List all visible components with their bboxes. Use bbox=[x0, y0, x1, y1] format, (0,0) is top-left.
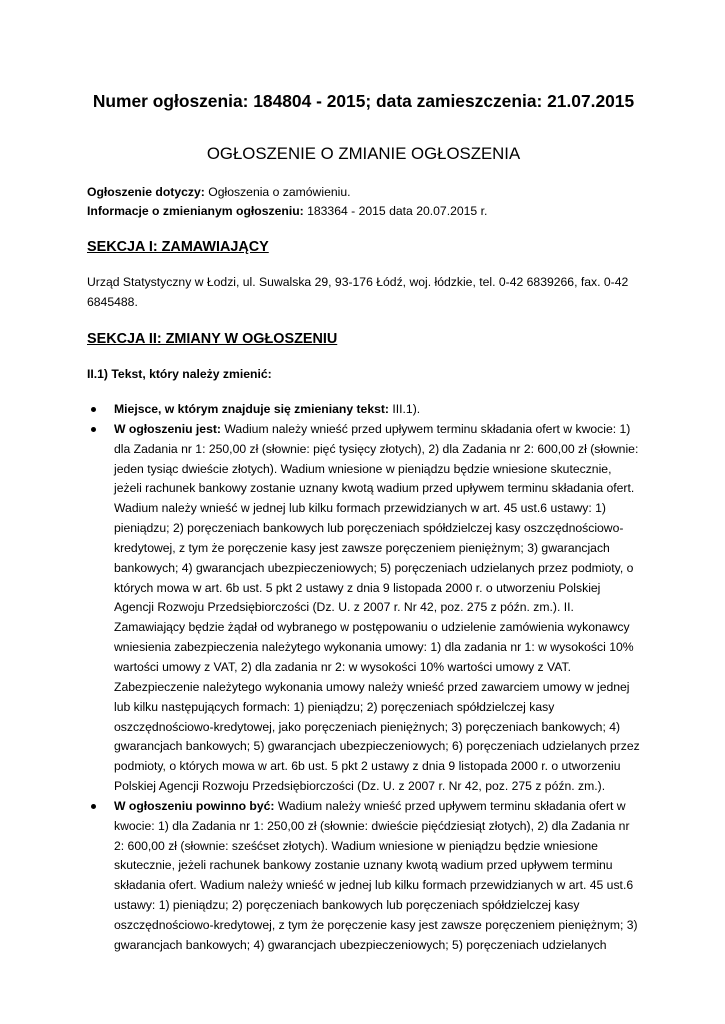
announcement-type-title: OGŁOSZENIE O ZMIANIE OGŁOSZENIA bbox=[206, 144, 521, 163]
list-item-text: Wadium należy wnieść przed upływem terminu składania ofert w kwocie: 1) dla Zadania nr 1: 250,00 zł (słownie: dwieście pięćdziesiąt złotych), 2) dla Zadania nr 2: 600,00 zł (słownie: sześćset złotych). Wadium wniesione w pieniądzu będzie wniesione skutecznie, jeżeli rachunek bankowy zostanie uznany kwotą wadium przed upływem terminu składania ofert. Wadium należy wnieść w jednej lub kilku formach przewidzianych w art. 45 ust.6 ustawy: 1) pieniądzu; 2) poręczeniach bankowych lub poręczeniach spółdzielczej kasy oszczędnościowo-kredytowej, z tym że poręczenie kasy jest zawsze poręczeniem pieniężnym; 3) gwarancjach bankowych; 4) gwarancjach ubezpieczeniowych; 5) poręczeniach udzielanych bbox=[114, 798, 638, 952]
section-1-heading: SEKCJA I: ZAMAWIAJĄCY bbox=[87, 239, 269, 255]
contracting-authority-address: Urząd Statystyczny w Łodzi, ul. Suwalska 29, 93-176 Łódź, woj. łódzkie, tel. 0-42 6839266, fax. 0-42 6845488. bbox=[87, 275, 629, 309]
list-item-label: W ogłoszeniu powinno być: bbox=[114, 798, 275, 813]
list-item-text: Wadium należy wnieść przed upływem terminu składania ofert w kwocie: 1) dla Zadania nr 1: 250,00 zł (słownie: pięć tysięcy złotych), 2) dla Zadania nr 2: 600,00 zł (słownie: jeden tysiąc dwieście złotych). Wadium wniesione w pieniądzu będzie wniesione skutecznie, jeżeli rachunek bankowy zostanie uznany kwotą wadium przed upływem terminu składania ofert. Wadium należy wnieść w jednej lub kilku formach przewidzianych w art. 45 ust.6 ustawy: 1) pieniądzu; 2) poręczeniach bankowych lub poręczeniach spółdzielczej kasy oszczędnościowo-kredytowej, z tym że poręczenie kasy jest zawsze poręczeniem pieniężnym; 3) gwarancjach bankowych; 4) gwarancjach ubezpieczeniowych; 5) poręczeniach udzielanych przez podmioty, o których mowa w art. 6b ust. 5 pkt 2 ustawy z dnia 9 listopada 2000 r. o utworzeniu Polskiej Agencji Rozwoju Przedsiębiorczości (Dz. U. z 2007 r. Nr 42, poz. 275 z późn. zm.). II. Zamawiający będzie żądał od wybranego w postępowaniu o udzielenie zamówienia wykonawcy wniesienia zabezpieczenia należytego wykonania umowy: 1) dla zadania nr 1: w wysokości 10% wartości umowy z VAT, 2) dla zadania nr 2: w wysokości 10% wartości umowy z VAT. Zabezpieczenie należytego wykonania umowy należy wnieść przed zawarciem umowy w jednej lub kilku następujących formach: 1) pieniądzu; 2) poręczeniach spółdzielczej kasy oszczędnościowo-kredytowej, jako poręczeniach pieniężnych; 3) poręczeniach bankowych; 4) gwarancjach bankowych; 5) gwarancjach ubezpieczeniowych; 6) poręczeniach udzielanych przez podmioty, o których mowa w art. 6b ust. 5 pkt 2 ustawy z dnia 9 listopada 2000 r. o utworzeniu Polskiej Agencji Rozwoju Przedsiębiorczości (Dz. U. z 2007 r. Nr 42, poz. 275 z późn. zm.). bbox=[114, 421, 640, 794]
changes-list bbox=[87, 400, 640, 956]
concerns-label: Ogłoszenie dotyczy: bbox=[87, 185, 205, 199]
changed-announcement-line bbox=[87, 202, 640, 221]
section-2-heading: SEKCJA II: ZMIANY W OGŁOSZENIU bbox=[87, 331, 338, 347]
list-item bbox=[87, 400, 640, 420]
bullet-icon bbox=[91, 427, 96, 432]
announcement-info bbox=[87, 183, 640, 221]
list-item-label: W ogłoszeniu jest: bbox=[114, 421, 221, 436]
concerns-line bbox=[87, 183, 640, 202]
bullet-icon bbox=[91, 804, 96, 809]
text-to-change-heading: II.1) Tekst, który należy zmienić: bbox=[87, 367, 272, 381]
concerns-value: Ogłoszenia o zamówieniu. bbox=[204, 185, 351, 199]
changed-announcement-value: 183364 - 2015 data 20.07.2015 r. bbox=[303, 204, 488, 218]
list-item-label: Miejsce, w którym znajduje się zmieniany tekst: bbox=[114, 402, 389, 416]
list-item bbox=[87, 797, 640, 956]
list-item-text: III.1). bbox=[389, 402, 421, 416]
changed-announcement-label: Informacje o zmienianym ogłoszeniu: bbox=[87, 204, 304, 218]
list-item bbox=[87, 420, 640, 797]
announcement-number-title: Numer ogłoszenia: 184804 - 2015; data zamieszczenia: 21.07.2015 bbox=[92, 91, 635, 111]
bullet-icon bbox=[91, 407, 96, 412]
